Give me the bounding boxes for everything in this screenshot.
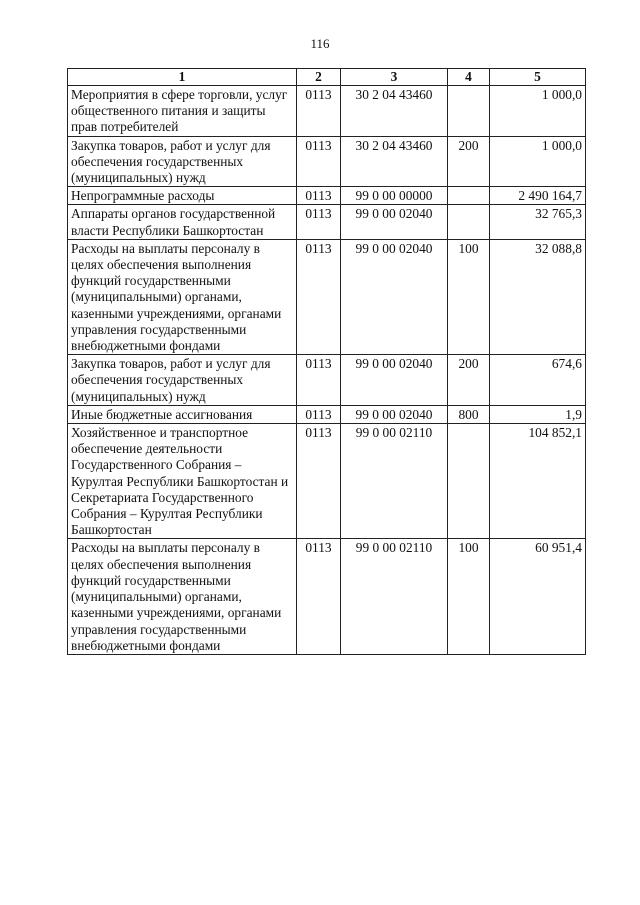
row-section-code: 0113 xyxy=(297,355,341,406)
row-target-code: 99 0 00 02110 xyxy=(341,539,448,654)
row-expense-type xyxy=(448,424,490,539)
row-amount: 104 852,1 xyxy=(490,424,586,539)
row-section-code: 0113 xyxy=(297,136,341,187)
row-name: Аппараты органов государственной власти Республики Башкортостан xyxy=(68,205,297,239)
header-col-1: 1 xyxy=(68,69,297,86)
table-row xyxy=(68,355,586,406)
row-expense-type xyxy=(448,86,490,137)
row-amount: 1 000,0 xyxy=(490,86,586,137)
row-name: Расходы на выплаты персоналу в целях обеспечения выполнения функций государственными (муниципальными) органами, казенными учреждениями, органами управления государственными внебюджетными фондами xyxy=(68,539,297,654)
row-expense-type: 200 xyxy=(448,136,490,187)
row-amount: 674,6 xyxy=(490,355,586,406)
table-row xyxy=(68,187,586,205)
row-name: Закупка товаров, работ и услуг для обеспечения государственных (муниципальных) нужд xyxy=(68,355,297,406)
row-expense-type: 200 xyxy=(448,355,490,406)
table-header-row xyxy=(68,69,586,86)
row-name: Хозяйственное и транспортное обеспечение деятельности Государственного Собрания – Курултая Республики Башкортостан и Секретариата Государственного Собрания – Курултая Республики Башкортостан xyxy=(68,424,297,539)
table-row xyxy=(68,405,586,423)
header-col-4: 4 xyxy=(448,69,490,86)
row-name: Расходы на выплаты персоналу в целях обеспечения выполнения функций государственными (муниципальными) органами, казенными учреждениями, органами управления государственными внебюджетными фондами xyxy=(68,239,297,354)
row-amount: 2 490 164,7 xyxy=(490,187,586,205)
row-expense-type: 100 xyxy=(448,539,490,654)
row-target-code: 99 0 00 02110 xyxy=(341,424,448,539)
page-number: 116 xyxy=(310,36,330,51)
row-section-code: 0113 xyxy=(297,86,341,137)
row-target-code: 99 0 00 02040 xyxy=(341,355,448,406)
row-amount: 60 951,4 xyxy=(490,539,586,654)
table-row xyxy=(68,424,586,539)
row-amount: 32 765,3 xyxy=(490,205,586,239)
row-target-code: 99 0 00 02040 xyxy=(341,205,448,239)
row-section-code: 0113 xyxy=(297,205,341,239)
table-row xyxy=(68,239,586,354)
table-row xyxy=(68,136,586,187)
row-name: Иные бюджетные ассигнования xyxy=(68,405,297,423)
header-col-3: 3 xyxy=(341,69,448,86)
table-row xyxy=(68,205,586,239)
row-name: Непрограммные расходы xyxy=(68,187,297,205)
budget-table xyxy=(67,68,586,655)
row-amount: 1 000,0 xyxy=(490,136,586,187)
row-expense-type: 100 xyxy=(448,239,490,354)
row-amount: 32 088,8 xyxy=(490,239,586,354)
row-expense-type xyxy=(448,187,490,205)
header-col-5: 5 xyxy=(490,69,586,86)
row-expense-type xyxy=(448,205,490,239)
row-target-code: 30 2 04 43460 xyxy=(341,136,448,187)
row-name: Закупка товаров, работ и услуг для обеспечения государственных (муниципальных) нужд xyxy=(68,136,297,187)
row-target-code: 30 2 04 43460 xyxy=(341,86,448,137)
header-col-2: 2 xyxy=(297,69,341,86)
row-amount: 1,9 xyxy=(490,405,586,423)
row-section-code: 0113 xyxy=(297,187,341,205)
row-section-code: 0113 xyxy=(297,539,341,654)
row-section-code: 0113 xyxy=(297,239,341,354)
table-row xyxy=(68,539,586,654)
row-target-code: 99 0 00 02040 xyxy=(341,239,448,354)
row-target-code: 99 0 00 02040 xyxy=(341,405,448,423)
row-expense-type: 800 xyxy=(448,405,490,423)
table-row xyxy=(68,86,586,137)
row-section-code: 0113 xyxy=(297,424,341,539)
row-name: Мероприятия в сфере торговли, услуг общественного питания и защиты прав потребителей xyxy=(68,86,297,137)
row-target-code: 99 0 00 00000 xyxy=(341,187,448,205)
row-section-code: 0113 xyxy=(297,405,341,423)
